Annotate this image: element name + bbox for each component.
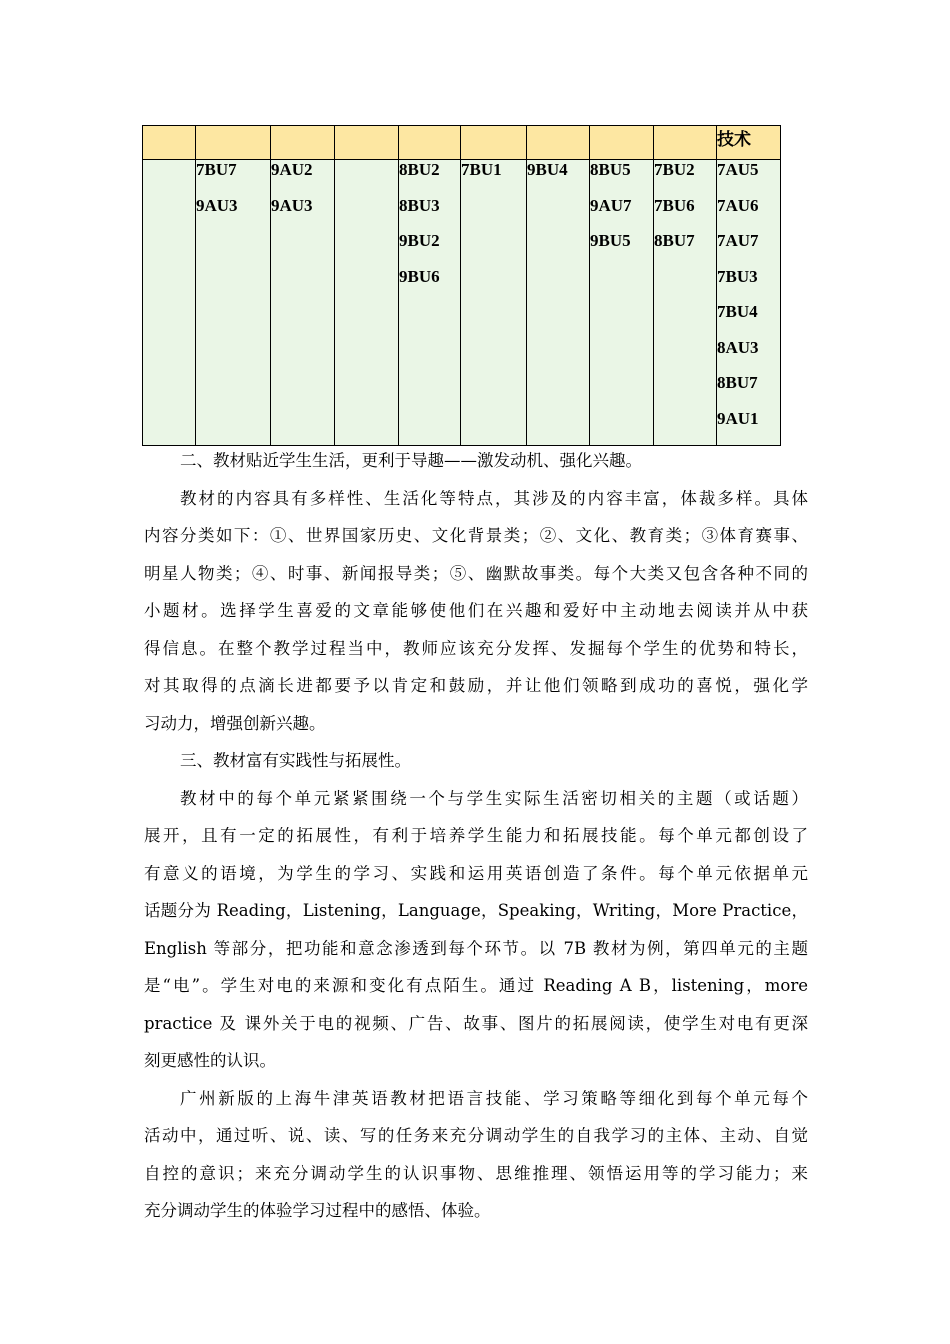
text-line: 习动力，增强创新兴趣。 bbox=[144, 713, 326, 733]
text-line: 话题分为 Reading，Listening，Language，Speaking，Writing，More Practice， bbox=[144, 901, 808, 920]
paragraph bbox=[144, 442, 808, 480]
header-cell-text bbox=[399, 126, 460, 128]
text-line: 自控的意识；来充分调动学生的认识事物、思维推理、领悟运用等的学习能力；来 bbox=[144, 1163, 808, 1183]
unit-code: 9AU1 bbox=[717, 408, 759, 428]
header-cell-text bbox=[590, 126, 653, 128]
unit-code: 7AU5 bbox=[717, 160, 759, 179]
unit-code: 9BU2 bbox=[399, 231, 440, 250]
unit-code: 7BU4 bbox=[717, 302, 758, 321]
unit-code: 9AU3 bbox=[271, 195, 313, 215]
unit-column-cell bbox=[399, 160, 461, 446]
unit-code: 7BU7 bbox=[196, 160, 237, 179]
text-line: 教材的内容具有多样性、生活化等特点，其涉及的内容丰富，体裁多样。具体 bbox=[180, 488, 808, 508]
header-cell-text bbox=[143, 126, 195, 128]
unit-code: 9BU5 bbox=[590, 231, 631, 250]
unit-code: 9AU3 bbox=[196, 195, 238, 215]
paragraph bbox=[144, 742, 808, 780]
header-cell-text bbox=[654, 126, 716, 128]
text-line: 展开，且有一定的拓展性，有利于培养学生能力和拓展技能。每个单元都创设了 bbox=[144, 826, 808, 845]
header-cell-text bbox=[271, 126, 334, 128]
unit-column-cell bbox=[461, 160, 527, 446]
unit-code: 8BU7 bbox=[717, 373, 758, 392]
unit-column-cell bbox=[654, 160, 717, 446]
unit-code: 8AU3 bbox=[717, 337, 759, 357]
text-line: 广州新版的上海牛津英语教材把语言技能、学习策略等细化到每个单元每个 bbox=[180, 1088, 808, 1108]
unit-code: 8BU2 bbox=[399, 160, 440, 179]
header-cell-text: 技术 bbox=[717, 130, 751, 150]
unit-code: 9BU6 bbox=[399, 266, 440, 286]
unit-code: 8BU5 bbox=[590, 160, 631, 179]
text-line: 对其取得的点滴长进都要予以肯定和鼓励，并让他们领略到成功的喜悦，强化学 bbox=[144, 676, 808, 695]
unit-code: 7AU6 bbox=[717, 195, 759, 215]
unit-code: 9AU7 bbox=[590, 195, 632, 215]
text-line: 教材中的每个单元紧紧围绕一个与学生实际生活密切相关的主题（或话题） bbox=[180, 788, 808, 808]
unit-code: 8BU3 bbox=[399, 195, 440, 215]
text-line: 小题材。选择学生喜爱的文章能够使他们在兴趣和爱好中主动地去阅读并从中获 bbox=[144, 601, 808, 620]
header-cell-text bbox=[461, 126, 526, 128]
unit-code: 7BU3 bbox=[717, 266, 758, 286]
unit-code: 8BU7 bbox=[654, 231, 695, 250]
header-cell-text bbox=[335, 126, 398, 128]
text-line: 刻更感性的认识。 bbox=[144, 1051, 276, 1070]
unit-column-cell bbox=[717, 160, 781, 446]
unit-code: 7BU2 bbox=[654, 160, 695, 179]
body-text bbox=[144, 442, 808, 1230]
unit-column-cell bbox=[143, 160, 196, 446]
text-line: 是“电”。学生对电的来源和变化有点陌生。通过 Reading A B，listening，more bbox=[144, 976, 808, 995]
unit-column-cell bbox=[335, 160, 399, 446]
text-line: 明星人物类；④、时事、新闻报导类；⑤、幽默故事类。每个大类又包含各种不同的 bbox=[144, 563, 808, 583]
text-line: 内容分类如下：①、世界国家历史、文化背景类；②、文化、教育类；③体育赛事、 bbox=[144, 526, 808, 545]
paragraph bbox=[144, 780, 808, 1080]
unit-code: 7AU7 bbox=[717, 231, 759, 250]
text-line: 三、教材富有实践性与拓展性。 bbox=[180, 751, 411, 770]
header-cell bbox=[335, 126, 399, 160]
header-cell-text bbox=[527, 126, 589, 128]
text-line: 得信息。在整个教学过程当中，教师应该充分发挥、发掘每个学生的优势和特长， bbox=[144, 638, 808, 658]
unit-column-cell bbox=[196, 160, 271, 446]
table-body-row bbox=[143, 160, 781, 446]
header-cell bbox=[143, 126, 196, 160]
text-line: 活动中，通过听、说、读、写的任务来充分调动学生的自我学习的主体、主动、自觉 bbox=[144, 1126, 808, 1145]
text-line: 有意义的语境，为学生的学习、实践和运用英语创造了条件。每个单元依据单元 bbox=[144, 863, 808, 883]
unit-table bbox=[142, 125, 781, 446]
text-line: 充分调动学生的体验学习过程中的感悟、体验。 bbox=[144, 1201, 491, 1220]
header-cell-text bbox=[196, 126, 270, 128]
unit-code: 9BU4 bbox=[527, 160, 568, 179]
unit-code: 7BU1 bbox=[461, 160, 502, 179]
unit-column-cell bbox=[527, 160, 590, 446]
text-line: English 等部分，把功能和意念渗透到每个环节。以 7B 教材为例，第四单元的主题 bbox=[144, 938, 808, 958]
paragraph bbox=[144, 480, 808, 743]
paragraph bbox=[144, 1080, 808, 1230]
unit-column-cell bbox=[590, 160, 654, 446]
text-line: 二、教材贴近学生生活，更利于导趣——激发动机、强化兴趣。 bbox=[180, 451, 642, 470]
text-line: practice 及 课外关于电的视频、广告、故事、图片的拓展阅读，使学生对电有更深 bbox=[144, 1013, 808, 1033]
unit-code: 7BU6 bbox=[654, 195, 695, 215]
unit-code: 9AU2 bbox=[271, 160, 313, 179]
unit-column-cell bbox=[271, 160, 335, 446]
